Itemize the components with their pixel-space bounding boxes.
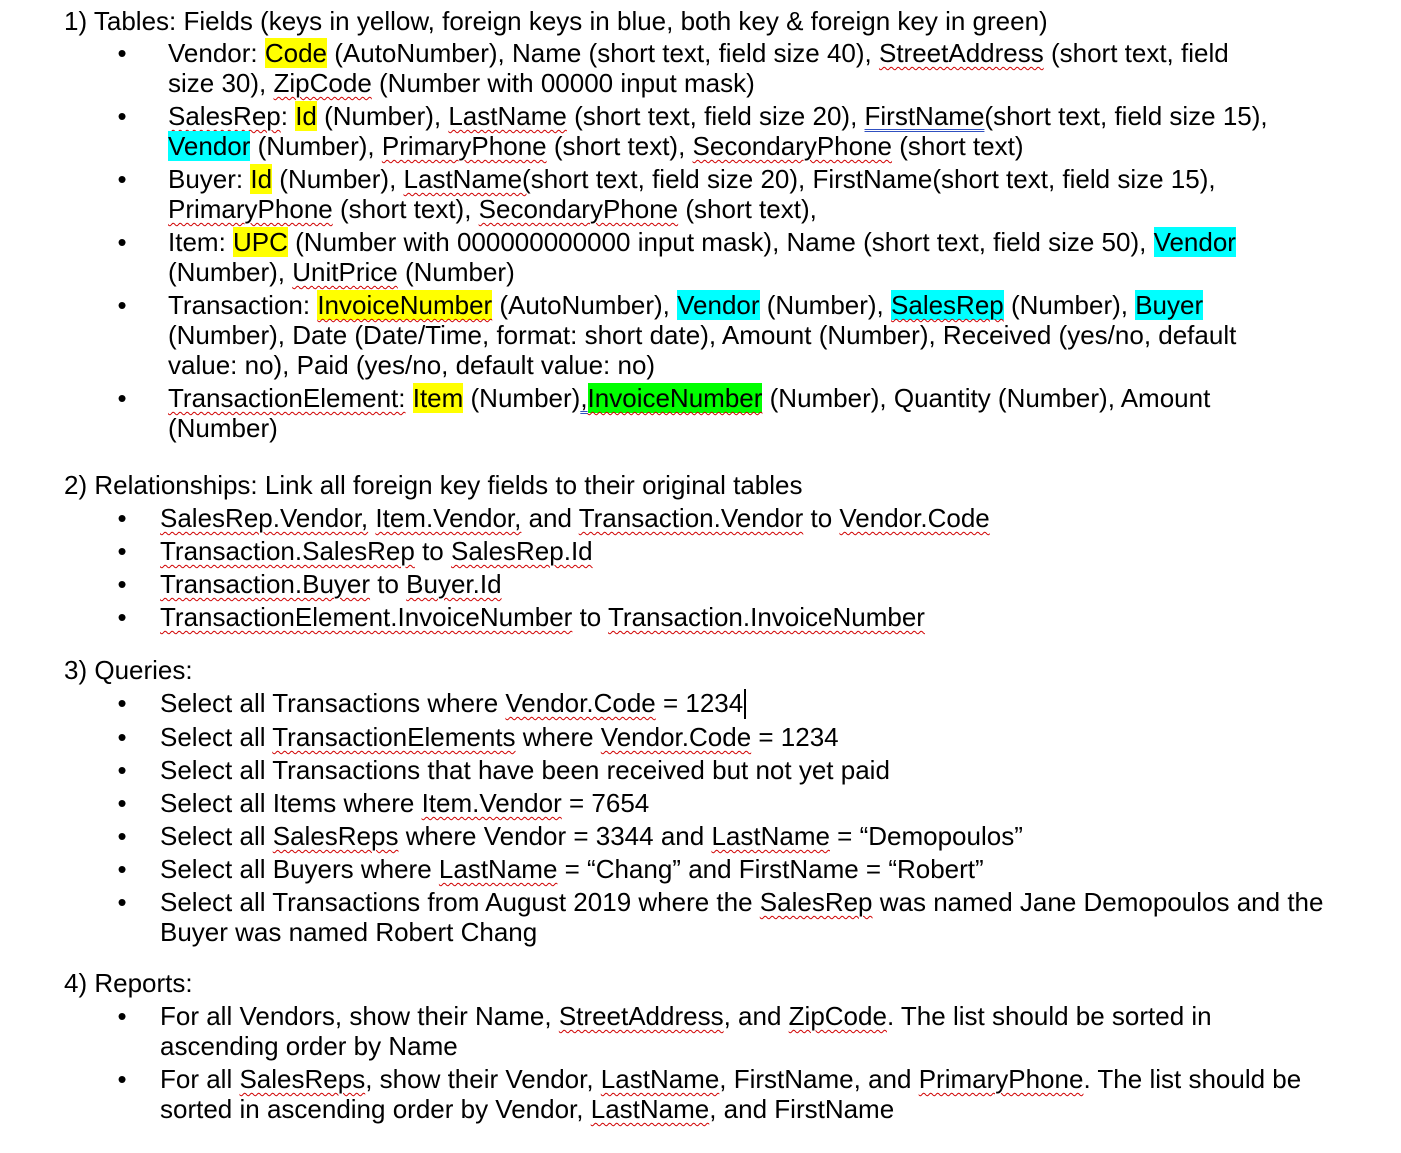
list-item-text	[160, 688, 1330, 719]
text-run: (Number with 00000 input mask)	[371, 68, 755, 98]
text-run: For all	[160, 1064, 240, 1094]
text-run: Select all Transactions from August 2019 where the	[160, 887, 760, 917]
list-item	[0, 688, 1330, 719]
text-run: (Number),	[272, 164, 404, 194]
text-run: and	[521, 503, 579, 533]
text-run: to	[370, 569, 407, 599]
bullet-icon: •	[117, 688, 127, 718]
text-run: where	[515, 722, 601, 752]
text-run: LastName	[438, 854, 558, 884]
text-run: SalesRep.Vendor,	[160, 503, 369, 533]
section-heading-tables: 1) Tables: Fields (keys in yellow, foreign keys in blue, both key & foreign key in green)	[64, 6, 1048, 36]
bullet-icon: •	[117, 722, 127, 752]
bullet-icon: •	[117, 101, 127, 131]
list-item	[0, 1001, 1330, 1061]
bullet-icon: •	[117, 569, 127, 599]
text-run: (Number with 000000000000 input mask), Name (short text, field size 50),	[287, 227, 1154, 257]
bullet-icon: •	[117, 755, 127, 785]
list-item	[0, 722, 1330, 752]
list-item	[0, 602, 1330, 632]
bullet-icon: •	[117, 536, 127, 566]
text-run: Buyer.Id	[406, 569, 502, 599]
text-run: to	[803, 503, 840, 533]
list-item	[0, 383, 1282, 443]
text-run: Vendor.Code	[600, 722, 752, 752]
list-item-text	[160, 722, 1330, 752]
text-run: Id	[250, 164, 273, 194]
text-run: PrimaryPhone	[381, 131, 547, 161]
text-run: = 1234	[751, 722, 839, 752]
list-item-text	[160, 503, 1330, 533]
text-cursor	[744, 689, 746, 719]
text-run: UPC	[233, 227, 288, 257]
list-item	[0, 887, 1330, 947]
text-run: StreetAddress	[558, 1001, 724, 1031]
text-run: SalesRep	[168, 101, 281, 131]
text-run: , show their Vendor,	[365, 1064, 601, 1094]
text-run: SecondaryPhone	[692, 131, 893, 161]
list-item-text	[168, 227, 1282, 287]
bullet-icon: •	[117, 164, 127, 194]
bullet-icon: •	[117, 854, 127, 884]
list-item-text	[168, 101, 1282, 161]
text-run: (Number),	[316, 101, 449, 131]
text-run: TransactionElements	[272, 722, 516, 752]
text-run: FirstName	[864, 101, 985, 131]
text-run: LastName	[711, 821, 830, 851]
text-run: PrimaryPhone	[168, 194, 333, 224]
text-run	[405, 383, 412, 413]
text-run: Transaction.Vendor	[578, 503, 804, 533]
text-run: (AutoNumber), Name (short text, field size 40),	[327, 38, 879, 68]
bullet-icon: •	[117, 38, 127, 68]
list-relationships	[0, 503, 1330, 632]
text-run: = “Demopoulos”	[829, 821, 1023, 851]
list-tables	[0, 38, 1282, 443]
list-item	[0, 569, 1330, 599]
text-run: (short text),	[546, 131, 693, 161]
section-heading-relationships: 2) Relationships: Link all foreign key fields to their original tables	[64, 470, 803, 500]
text-run: = 7654	[561, 788, 650, 818]
text-run: Vendor.Code	[839, 503, 990, 533]
bullet-icon: •	[117, 503, 127, 533]
text-run: InvoiceNumber	[317, 290, 493, 320]
section-heading-queries: 3) Queries:	[64, 655, 193, 685]
text-run: Vendor	[1153, 227, 1236, 257]
text-run: :	[280, 101, 296, 131]
text-run: , FirstName, and	[719, 1064, 919, 1094]
text-run: UnitPrice	[292, 257, 398, 287]
list-item-text	[160, 1001, 1330, 1061]
list-item-text	[160, 569, 1330, 599]
list-item-text	[160, 821, 1330, 851]
list-item-text	[160, 854, 1330, 884]
text-run: = “Chang” and FirstName = “Robert”	[557, 854, 984, 884]
text-run: (Number),	[759, 290, 892, 320]
list-item	[0, 821, 1330, 851]
text-run: (short text),	[678, 194, 817, 224]
list-item-text	[168, 290, 1282, 380]
text-run: (Number),	[250, 131, 382, 161]
text-run: SalesRep.Id	[450, 536, 593, 566]
text-run: = 1234	[655, 688, 744, 718]
list-item-text	[168, 383, 1282, 443]
text-run: where Vendor = 3344 and	[398, 821, 712, 851]
text-run: SalesReps	[239, 1064, 366, 1094]
text-run: (Number),	[1003, 290, 1136, 320]
text-run: (short text)	[892, 131, 1024, 161]
list-item-text	[160, 536, 1330, 566]
text-run: , and FirstName	[709, 1094, 895, 1124]
bullet-icon: •	[117, 887, 127, 917]
list-item	[0, 854, 1330, 884]
text-run: Vendor.Code	[505, 688, 656, 718]
text-run: (short text, field size 30),	[168, 38, 1229, 98]
bullet-icon: •	[117, 602, 127, 632]
text-run: LastName	[600, 1064, 720, 1094]
text-run: Item:	[168, 227, 234, 257]
list-item	[0, 290, 1282, 380]
text-run: . The list should be sorted in ascending order by Name	[160, 1001, 1212, 1061]
text-run: Select all Buyers where	[160, 854, 439, 884]
bullet-icon: •	[117, 788, 127, 818]
text-run: Transaction:	[168, 290, 318, 320]
text-run: (short text, field size 20),	[566, 101, 865, 131]
text-run: ZipCode	[788, 1001, 887, 1031]
text-run: (short text),	[332, 194, 479, 224]
text-run: Item.Vendor,	[375, 503, 522, 533]
text-run: SalesRep	[891, 290, 1004, 320]
list-item-text	[160, 887, 1330, 947]
list-item-text	[168, 164, 1282, 224]
text-run: SalesReps	[272, 821, 399, 851]
text-run: short text, field size 20), FirstName(short text, field size 15),	[530, 164, 1216, 194]
list-item	[0, 755, 1330, 785]
text-run: TransactionElement:	[168, 383, 406, 413]
text-run: . The list should be sorted in ascending order by Vendor,	[160, 1064, 1302, 1124]
text-run: Select all Transactions that have been received but not yet paid	[160, 755, 890, 785]
text-run: Vendor	[168, 131, 251, 161]
text-run: to	[572, 602, 609, 632]
list-item-text	[160, 788, 1330, 818]
text-run: LastName	[448, 101, 567, 131]
text-run: Select all	[160, 821, 273, 851]
list-item-text	[168, 38, 1282, 98]
text-run: to	[414, 536, 451, 566]
text-run: LastName(	[403, 164, 531, 194]
bullet-icon: •	[117, 821, 127, 851]
text-run: TransactionElement.InvoiceNumber	[160, 602, 573, 632]
section-heading-reports: 4) Reports:	[64, 968, 193, 998]
text-run: Transaction.InvoiceNumber	[608, 602, 925, 632]
text-run: Id	[295, 101, 317, 131]
text-run: (Number)	[397, 257, 515, 287]
bullet-icon: •	[117, 1001, 127, 1031]
list-reports	[0, 1001, 1330, 1124]
bullet-icon: •	[117, 227, 127, 257]
text-run: Select all Transactions where	[160, 688, 506, 718]
text-run: SalesRep	[759, 887, 873, 917]
list-item	[0, 503, 1330, 533]
text-run: For all Vendors, show their Name,	[160, 1001, 559, 1031]
list-item-text	[160, 1064, 1330, 1124]
list-item	[0, 101, 1282, 161]
bullet-icon: •	[117, 1064, 127, 1094]
text-run: SecondaryPhone	[478, 194, 679, 224]
text-run: LastName	[590, 1094, 710, 1124]
bullet-icon: •	[117, 290, 127, 320]
list-item-text	[160, 755, 1330, 785]
text-run: Vendor:	[168, 38, 265, 68]
list-queries	[0, 688, 1330, 947]
text-run: (Number),	[168, 257, 293, 287]
text-run: (Number), Quantity (Number), Amount (Number)	[168, 383, 1211, 443]
text-run: ZipCode	[273, 68, 372, 98]
text-run: Vendor	[677, 290, 760, 320]
list-item	[0, 38, 1282, 98]
list-item-text	[160, 602, 1330, 632]
text-run: Transaction.Buyer	[160, 569, 371, 599]
text-run: ,	[580, 383, 588, 413]
list-item	[0, 788, 1330, 818]
text-run: Item.Vendor	[421, 788, 562, 818]
text-run: (AutoNumber),	[492, 290, 678, 320]
text-run: Code	[264, 38, 328, 68]
list-item	[0, 164, 1282, 224]
text-run: (Number)	[463, 383, 581, 413]
text-run: Buyer	[1135, 290, 1204, 320]
text-run: InvoiceNumber	[587, 383, 763, 413]
text-run: Select all	[160, 722, 273, 752]
text-run: was named Jane Demopoulos and the Buyer was named Robert Chang	[160, 887, 1324, 947]
text-run: (Number), Date (Date/Time, format: short date), Amount (Number), Received (yes/no, default value: no), Paid (yes/no, default value: no)	[168, 320, 1237, 380]
text-run: Buyer:	[168, 164, 251, 194]
list-item	[0, 536, 1330, 566]
list-item	[0, 1064, 1330, 1124]
text-run: , and	[723, 1001, 789, 1031]
text-run: (short text, field size 15),	[984, 101, 1268, 131]
text-run: Select all Items where	[160, 788, 422, 818]
text-run: PrimaryPhone	[918, 1064, 1084, 1094]
text-run: StreetAddress	[878, 38, 1044, 68]
text-run: Item	[412, 383, 464, 413]
list-item	[0, 227, 1282, 287]
bullet-icon: •	[117, 383, 127, 413]
text-run: Transaction.SalesRep	[160, 536, 415, 566]
